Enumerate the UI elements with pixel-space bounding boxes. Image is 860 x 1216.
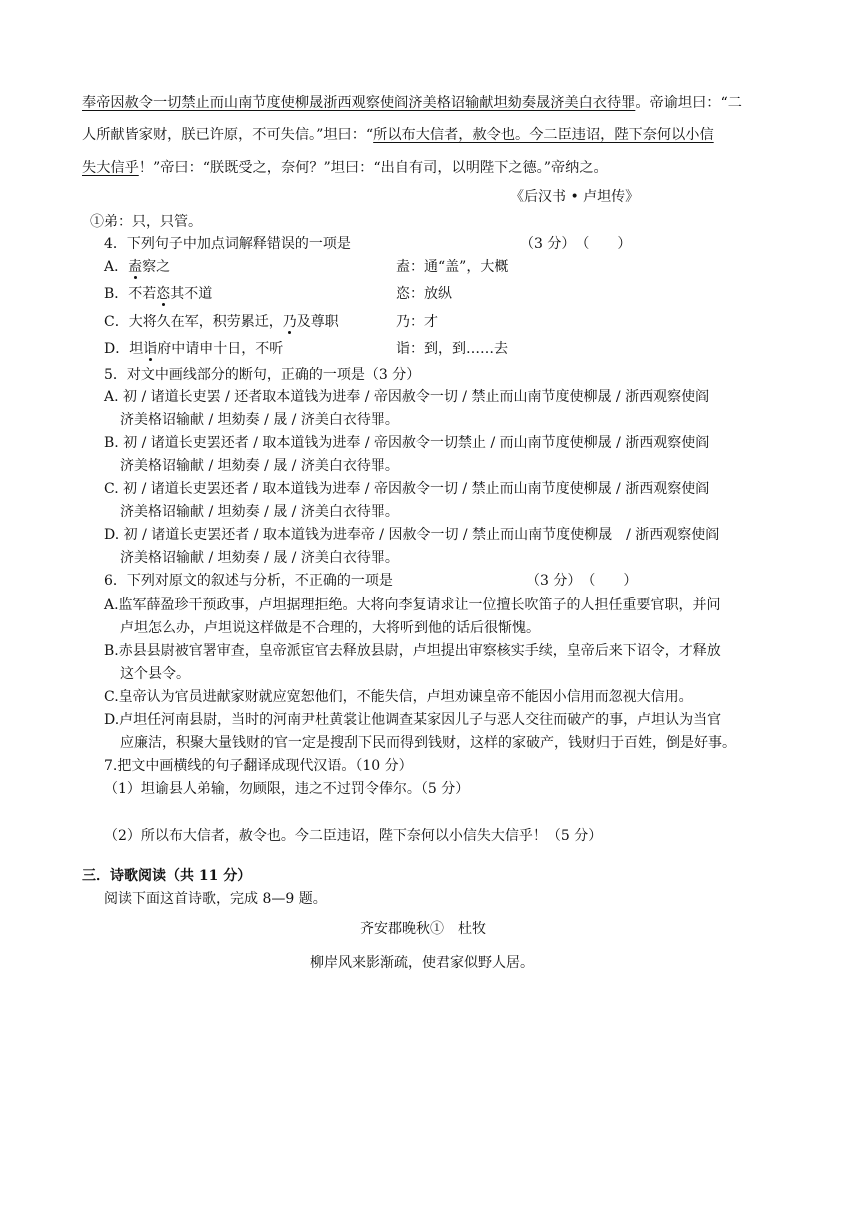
q4-stem: 4．下列句子中加点词解释错误的一项是 [104,236,351,252]
dotted-word: 乃 [282,314,297,330]
q7-stem: 7.把文中画横线的句子翻译成现代汉语。（10 分） [104,758,413,774]
q4-option-a: A．盍察之 [104,259,171,275]
q4-option-a-gloss: 盍：通“盖”，大概 [396,259,509,275]
passage-line-2: 人所献皆家财，朕已许原，不可失信。”坦曰：“所以布大信者，赦令也。今二臣违诏，陛下奈何以小信 [82,127,714,143]
q4-option-d-gloss: 诣：到，到……去 [396,341,508,357]
q5-option-d-line2: 济美格诏输献 / 坦劾奏 / 晟 / 济美白衣待罪。 [120,550,399,566]
section-3-heading: 三．诗歌阅读（共 11 分） [82,868,252,884]
dotted-word: 恣 [156,286,171,302]
q4-option-d: D．坦诣府中请申十日，不听 [104,341,284,357]
q4-option-b-gloss: 恣：放纵 [396,286,452,302]
underlined-sentence-2a: 所以布大信者，赦令也。今二臣违诏，陛下奈何以小信 [373,127,714,143]
dotted-word: 诣 [143,341,158,357]
q6-option-a-line1: A.监军薛盈珍干预政事，卢坦据理拒绝。大将向李复请求让一位擅长吹笛子的人担任重要官职，并问 [104,597,721,613]
passage-source: 《后汉书 • 卢坦传》 [510,189,640,205]
poem-title: 齐安郡晚秋① 杜牧 [360,921,486,937]
q4-score: （3 分） （ ） [520,236,632,252]
dotted-word: 盍 [128,259,143,275]
q5-option-a-line1: A. 初 / 诸道长吏罢 / 还者取本道钱为进奉 / 帝因赦令一切 / 禁止而山南节度使柳晟 / 浙西观察使阎 [104,389,710,405]
underlined-sentence-2b: 失大信乎 [82,160,139,176]
section-3-intro: 阅读下面这首诗歌，完成 8—9 题。 [104,891,327,907]
q5-stem: 5．对文中画线部分的断句，正确的一项是（3 分） [104,367,421,383]
q4-option-c-gloss: 乃：才 [396,314,438,330]
q6-option-b-line2: 这个县令。 [120,666,190,682]
q6-option-d-line1: D.卢坦任河南县尉，当时的河南尹杜黄裳让他调查某家因儿子与恶人交往而破产的事，卢坦认为当官 [104,712,722,728]
q7-sentence-1: （1）坦谕县人弟输，勿顾限，违之不过罚令俸尔。（5 分） [104,781,470,797]
q6-option-c-line1: C.皇帝认为官员进献家财就应宽恕他们，不能失信，卢坦劝谏皇帝不能因小信用而忽视大信用。 [104,689,693,705]
q5-option-a-line2: 济美格诏输献 / 坦劾奏 / 晟 / 济美白衣待罪。 [120,412,399,428]
q5-option-d-line1: D. 初 / 诸道长吏罢还者 / 取本道钱为进奉帝 / 因赦令一切 / 禁止而山南节度使柳晟 / 浙西观察使阎 [104,527,720,543]
q5-option-b-line1: B. 初 / 诸道长吏罢还者 / 取本道钱为进奉 / 帝因赦令一切禁止 / 而山南节度使柳晟 / 浙西观察使阎 [104,435,710,451]
q4-option-c: C．大将久在军，积劳累迁，乃及尊职 [104,314,339,330]
passage-line-3: 失大信乎！”帝曰：“朕既受之，奈何？”坦曰：“出自有司，以明陛下之德。”帝纳之。 [82,160,608,176]
q7-sentence-2: （2）所以布大信者，赦令也。今二臣违诏，陛下奈何以小信失大信乎！（5 分） [104,828,603,844]
poem-line-1: 柳岸风来影渐疏，使君家似野人居。 [310,955,534,971]
q5-option-c-line1: C. 初 / 诸道长吏罢还者 / 取本道钱为进奉 / 帝因赦令一切 / 禁止而山南节度使柳晟 / 浙西观察使阎 [104,481,710,497]
underlined-sentence-1: 奉帝因赦令一切禁止而山南节度使柳晟浙西观察使阎济美格诏输献坦劾奏晟济美白衣待罪 [82,95,636,111]
q5-option-c-line2: 济美格诏输献 / 坦劾奏 / 晟 / 济美白衣待罪。 [120,504,399,520]
q6-option-d-line2: 应廉洁，积聚大量钱财的官一定是搜刮下民而得到钱财，这样的家破产，钱财归于百姓，倒是好事。 [120,735,736,751]
q6-option-a-line2: 卢坦怎么办，卢坦说这样做是不合理的，大将听到他的话后很惭愧。 [120,620,540,636]
q5-option-b-line2: 济美格诏输献 / 坦劾奏 / 晟 / 济美白衣待罪。 [120,458,399,474]
passage-line-1: 奉帝因赦令一切禁止而山南节度使柳晟浙西观察使阎济美格诏输献坦劾奏晟济美白衣待罪。帝谕坦曰：“二 [82,95,742,111]
q6-stem: 6．下列对原文的叙述与分析，不正确的一项是 [104,573,393,589]
q4-option-b: B．不若恣其不道 [104,286,213,302]
q6-option-b-line1: B.赤县县尉被官署审查，皇帝派宦官去释放县尉，卢坦提出审察核实手续，皇帝后来下诏令，才释放 [104,643,721,659]
passage-footnote: ①弟：只，只管。 [90,214,202,230]
q6-score: （3 分） （ ） [526,573,638,589]
